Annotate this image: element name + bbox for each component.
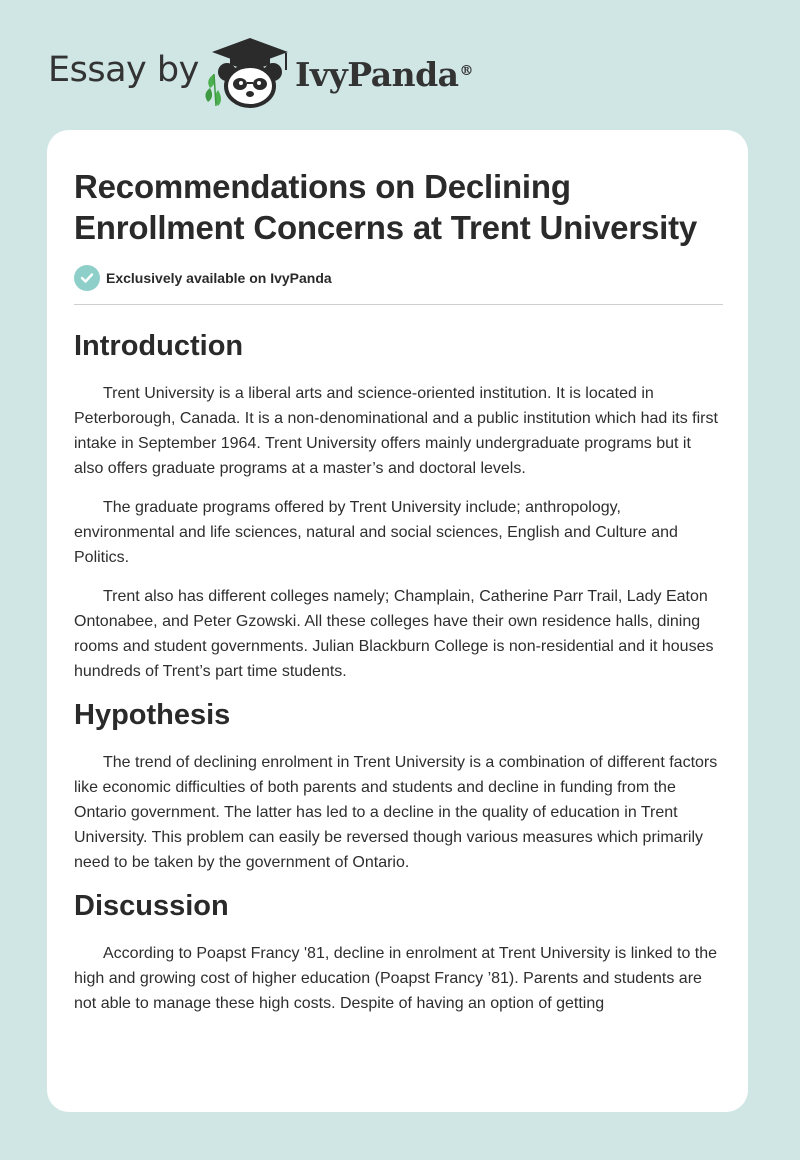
title-line-1: Recommendations on Declining — [74, 168, 571, 205]
paragraph: According to Poapst Francy '81, decline in enrolment at Trent University is linked to the high and growing cost of higher education (Poapst Francy ’81). Parents and students are not able to manage these high costs. Despite of having an option of getting — [74, 945, 718, 1012]
title-line-2: Enrollment Concerns at Trent University — [74, 209, 698, 246]
brand-name[interactable] — [295, 55, 473, 95]
essay-card — [47, 130, 748, 1112]
divider — [74, 304, 723, 305]
section-heading-hypothesis: Hypothesis — [74, 699, 231, 731]
check-circle-icon — [74, 265, 100, 291]
paragraph: Trent also has different colleges namely; Champlain, Catherine Parr Trail, Lady Eaton Ontonabee, and Peter Gzowski. All these colleges have their own residence halls, dining rooms and student governments. Julian Blackburn College is non-residential and it houses hundreds of Trent’s part time students. — [74, 588, 714, 680]
essay-content — [74, 166, 724, 1030]
panda-graduate-icon[interactable] — [200, 34, 292, 108]
section-heading-introduction: Introduction — [74, 330, 244, 362]
exclusive-badge — [74, 264, 724, 292]
badge-label: Exclusively available on IvyPanda — [106, 270, 332, 286]
registered-mark: ® — [459, 63, 474, 79]
essay-by-label: Essay by — [48, 50, 199, 90]
section-heading-discussion: Discussion — [74, 890, 229, 922]
paragraph: The graduate programs offered by Trent University include; anthropology, environmental and life sciences, natural and social sciences, English and Culture and Politics. — [74, 499, 678, 566]
paragraph: The trend of declining enrolment in Trent University is a combination of different factors like economic difficulties of both parents and students and decline in funding from the Ontario government. The latter has led to a decline in the quality of education in Trent University. This problem can easily be reversed though various measures which primarily need to be taken by the government of Ontario. — [74, 754, 718, 871]
page-title — [74, 166, 724, 248]
paragraph: Trent University is a liberal arts and science-oriented institution. It is located in Peterborough, Canada. It is a non-denominational and a public institution which had its first intake in September 1964. Trent University offers mainly undergraduate programs but it also offers graduate programs at a master’s and doctoral levels. — [74, 385, 718, 477]
brand-text: IvyPanda — [295, 55, 459, 94]
site-header — [0, 0, 800, 130]
